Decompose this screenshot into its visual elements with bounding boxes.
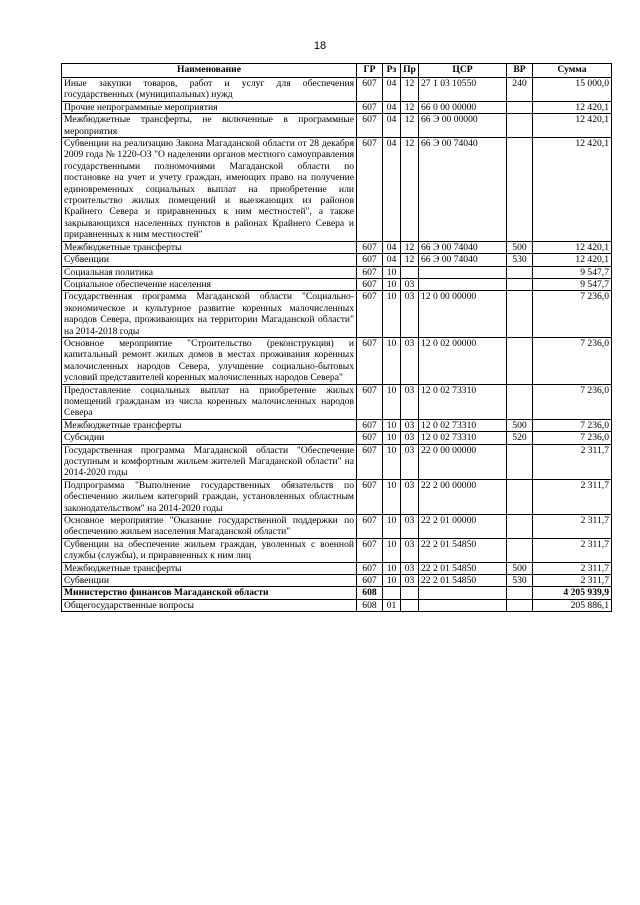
cell-name: Иные закупки товаров, работ и услуг для обеспечения государственных (муниципальных) нужд [62, 78, 357, 102]
cell-rz: 10 [383, 538, 401, 562]
table-row [62, 599, 612, 611]
cell-vr [507, 479, 533, 514]
cell-rz: 10 [383, 479, 401, 514]
cell-vr: 530 [507, 254, 533, 266]
cell-csr: 66 Э 00 74040 [419, 254, 507, 266]
cell-sum: 2 311,7 [533, 575, 612, 587]
cell-sum: 2 311,7 [533, 479, 612, 514]
cell-gr: 607 [357, 432, 383, 444]
cell-pr: 03 [401, 278, 419, 290]
cell-csr [419, 266, 507, 278]
cell-name: Субвенции на обеспечение жильем граждан, уволенных с военной службы (службы), и приравненных к ним лиц [62, 538, 357, 562]
table-row [62, 278, 612, 290]
cell-name: Государственная программа Магаданской области "Обеспечение доступным и комфортным жильем жителей Магаданской области" на 2014-2020 годы [62, 444, 357, 479]
header-vr: ВР [507, 64, 533, 78]
cell-name: Социальное обеспечение населения [62, 278, 357, 290]
cell-name: Прочие непрограммные мероприятия [62, 101, 357, 113]
cell-csr: 12 0 02 73310 [419, 384, 507, 419]
cell-sum: 205 886,1 [533, 599, 612, 611]
cell-gr: 607 [357, 575, 383, 587]
table-row [62, 266, 612, 278]
cell-rz: 10 [383, 562, 401, 574]
cell-pr: 12 [401, 138, 419, 242]
cell-sum: 2 311,7 [533, 538, 612, 562]
cell-vr: 240 [507, 78, 533, 102]
cell-csr: 22 0 00 00000 [419, 444, 507, 479]
table-row [62, 538, 612, 562]
cell-sum: 7 236,0 [533, 419, 612, 431]
cell-csr: 22 2 01 54850 [419, 575, 507, 587]
cell-pr: 12 [401, 254, 419, 266]
cell-vr [507, 538, 533, 562]
cell-csr: 12 0 00 00000 [419, 291, 507, 338]
cell-gr: 607 [357, 538, 383, 562]
cell-name: Основное мероприятие "Оказание государственной поддержки по обеспечению жильем населения Магаданской области" [62, 515, 357, 539]
cell-name: Субсидии [62, 432, 357, 444]
cell-pr: 12 [401, 241, 419, 253]
cell-rz: 10 [383, 337, 401, 384]
header-sum: Сумма [533, 64, 612, 78]
cell-rz: 10 [383, 575, 401, 587]
table-header-row [62, 64, 612, 78]
cell-name: Межбюджетные трансферты [62, 419, 357, 431]
table-row [62, 138, 612, 242]
table-row [62, 241, 612, 253]
cell-pr: 03 [401, 419, 419, 431]
cell-gr: 607 [357, 479, 383, 514]
cell-sum: 2 311,7 [533, 444, 612, 479]
cell-vr [507, 587, 533, 599]
cell-sum: 7 236,0 [533, 432, 612, 444]
cell-name: Субвенции на реализацию Закона Магаданской области от 28 декабря 2009 года № 1220-ОЗ "О наделении органов местного самоуправления государственными полномочиями Магаданской области по постановке на учет и учету граждан, имеющих право на получение единовременных социальных выплат на приобретение или строительство жилых помещений и выезжающих из районов Крайнего Севера и приравненных к ним местностей", а также закрывающихся населенных пунктов в районах Крайнего Севера и приравненных к ним местностей" [62, 138, 357, 242]
table-row [62, 587, 612, 599]
cell-vr [507, 114, 533, 138]
cell-vr [507, 599, 533, 611]
table-row [62, 432, 612, 444]
table-row [62, 254, 612, 266]
cell-pr: 03 [401, 384, 419, 419]
cell-name: Социальная политика [62, 266, 357, 278]
cell-gr: 607 [357, 419, 383, 431]
table-row [62, 515, 612, 539]
cell-pr: 12 [401, 78, 419, 102]
cell-csr: 12 0 02 00000 [419, 337, 507, 384]
cell-csr: 66 Э 00 00000 [419, 114, 507, 138]
table-row [62, 479, 612, 514]
cell-csr [419, 599, 507, 611]
table-row [62, 575, 612, 587]
cell-gr: 607 [357, 101, 383, 113]
table-row [62, 291, 612, 338]
cell-rz: 04 [383, 78, 401, 102]
cell-vr [507, 278, 533, 290]
cell-vr [507, 515, 533, 539]
cell-sum: 4 205 939,9 [533, 587, 612, 599]
cell-gr: 607 [357, 78, 383, 102]
cell-rz: 04 [383, 101, 401, 113]
cell-csr: 22 2 01 00000 [419, 515, 507, 539]
cell-pr [401, 266, 419, 278]
cell-sum: 12 420,1 [533, 101, 612, 113]
cell-gr: 607 [357, 384, 383, 419]
cell-csr [419, 278, 507, 290]
cell-vr [507, 138, 533, 242]
cell-gr: 607 [357, 337, 383, 384]
cell-csr: 66 Э 00 74040 [419, 241, 507, 253]
cell-pr: 03 [401, 515, 419, 539]
budget-table [61, 63, 612, 612]
cell-sum: 12 420,1 [533, 241, 612, 253]
cell-sum: 9 547,7 [533, 278, 612, 290]
cell-rz [383, 587, 401, 599]
cell-sum: 2 311,7 [533, 515, 612, 539]
cell-sum: 7 236,0 [533, 384, 612, 419]
cell-name: Межбюджетные трансферты [62, 562, 357, 574]
header-csr: ЦСР [419, 64, 507, 78]
cell-rz: 04 [383, 254, 401, 266]
cell-rz: 10 [383, 419, 401, 431]
cell-sum: 7 236,0 [533, 291, 612, 338]
cell-gr: 607 [357, 241, 383, 253]
cell-vr [507, 291, 533, 338]
cell-name: Предоставление социальных выплат на приобретение жилых помещений гражданам из числа коренных малочисленных народов Севера [62, 384, 357, 419]
cell-pr: 03 [401, 444, 419, 479]
cell-vr [507, 384, 533, 419]
cell-csr: 22 2 00 00000 [419, 479, 507, 514]
cell-vr: 500 [507, 562, 533, 574]
cell-csr [419, 587, 507, 599]
cell-pr: 03 [401, 432, 419, 444]
cell-rz: 04 [383, 241, 401, 253]
table-row [62, 384, 612, 419]
table-body [62, 78, 612, 612]
cell-name: Субвенции [62, 254, 357, 266]
cell-name: Подпрограмма "Выполнение государственных обязательств по обеспечению жильем категорий граждан, установленных областным законодательством" на 2014-2020 годы [62, 479, 357, 514]
header-name: Наименование [62, 64, 357, 78]
cell-rz: 10 [383, 444, 401, 479]
cell-pr: 03 [401, 538, 419, 562]
cell-rz: 01 [383, 599, 401, 611]
cell-vr [507, 101, 533, 113]
cell-name: Государственная программа Магаданской области "Социально-экономическое и культурное развитие коренных малочисленных народов Севера, проживающих на территории Магаданской области" на 2014-2018 годы [62, 291, 357, 338]
cell-sum: 2 311,7 [533, 562, 612, 574]
cell-vr: 530 [507, 575, 533, 587]
cell-rz: 04 [383, 114, 401, 138]
cell-pr: 03 [401, 562, 419, 574]
cell-name: Министерство финансов Магаданской области [62, 587, 357, 599]
cell-rz: 04 [383, 138, 401, 242]
cell-rz: 10 [383, 515, 401, 539]
cell-pr [401, 599, 419, 611]
cell-vr: 500 [507, 419, 533, 431]
cell-gr: 607 [357, 266, 383, 278]
cell-sum: 12 420,1 [533, 114, 612, 138]
cell-gr: 607 [357, 138, 383, 242]
cell-sum: 12 420,1 [533, 254, 612, 266]
cell-vr [507, 444, 533, 479]
cell-pr: 03 [401, 291, 419, 338]
cell-gr: 607 [357, 515, 383, 539]
cell-pr: 03 [401, 575, 419, 587]
cell-gr: 607 [357, 444, 383, 479]
cell-sum: 15 000,0 [533, 78, 612, 102]
cell-csr: 12 0 02 73310 [419, 432, 507, 444]
cell-csr: 66 0 00 00000 [419, 101, 507, 113]
cell-rz: 10 [383, 384, 401, 419]
cell-csr: 22 2 01 54850 [419, 538, 507, 562]
cell-name: Общегосударственные вопросы [62, 599, 357, 611]
cell-rz: 10 [383, 291, 401, 338]
header-pr: Пр [401, 64, 419, 78]
cell-rz: 10 [383, 432, 401, 444]
cell-vr [507, 266, 533, 278]
header-rz: Рз [383, 64, 401, 78]
table-row [62, 562, 612, 574]
cell-csr: 66 Э 00 74040 [419, 138, 507, 242]
table-row [62, 78, 612, 102]
cell-gr: 607 [357, 562, 383, 574]
cell-name: Субвенции [62, 575, 357, 587]
cell-gr: 607 [357, 278, 383, 290]
cell-name: Основное мероприятие "Строительство (реконструкция) и капитальный ремонт жилых домов в местах проживания коренных малочисленных народов Севера, улучшение социально-бытовых условий представителей коренных малочисленных народов Севера" [62, 337, 357, 384]
table-row [62, 444, 612, 479]
cell-sum: 9 547,7 [533, 266, 612, 278]
cell-rz: 10 [383, 278, 401, 290]
cell-vr [507, 337, 533, 384]
cell-gr: 608 [357, 599, 383, 611]
cell-gr: 607 [357, 291, 383, 338]
table-row [62, 114, 612, 138]
cell-sum: 7 236,0 [533, 337, 612, 384]
cell-name: Межбюджетные трансферты, не включенные в программные мероприятия [62, 114, 357, 138]
cell-csr: 22 2 01 54850 [419, 562, 507, 574]
cell-vr: 520 [507, 432, 533, 444]
cell-csr: 27 1 03 10550 [419, 78, 507, 102]
cell-gr: 607 [357, 254, 383, 266]
cell-name: Межбюджетные трансферты [62, 241, 357, 253]
cell-pr: 12 [401, 101, 419, 113]
cell-pr [401, 587, 419, 599]
cell-pr: 03 [401, 337, 419, 384]
header-gr: ГР [357, 64, 383, 78]
cell-gr: 607 [357, 114, 383, 138]
cell-rz: 10 [383, 266, 401, 278]
table-row [62, 101, 612, 113]
cell-sum: 12 420,1 [533, 138, 612, 242]
cell-vr: 500 [507, 241, 533, 253]
cell-csr: 12 0 02 73310 [419, 419, 507, 431]
cell-pr: 03 [401, 479, 419, 514]
page-number: 18 [313, 40, 327, 52]
cell-pr: 12 [401, 114, 419, 138]
table-row [62, 419, 612, 431]
cell-gr: 608 [357, 587, 383, 599]
table-row [62, 337, 612, 384]
